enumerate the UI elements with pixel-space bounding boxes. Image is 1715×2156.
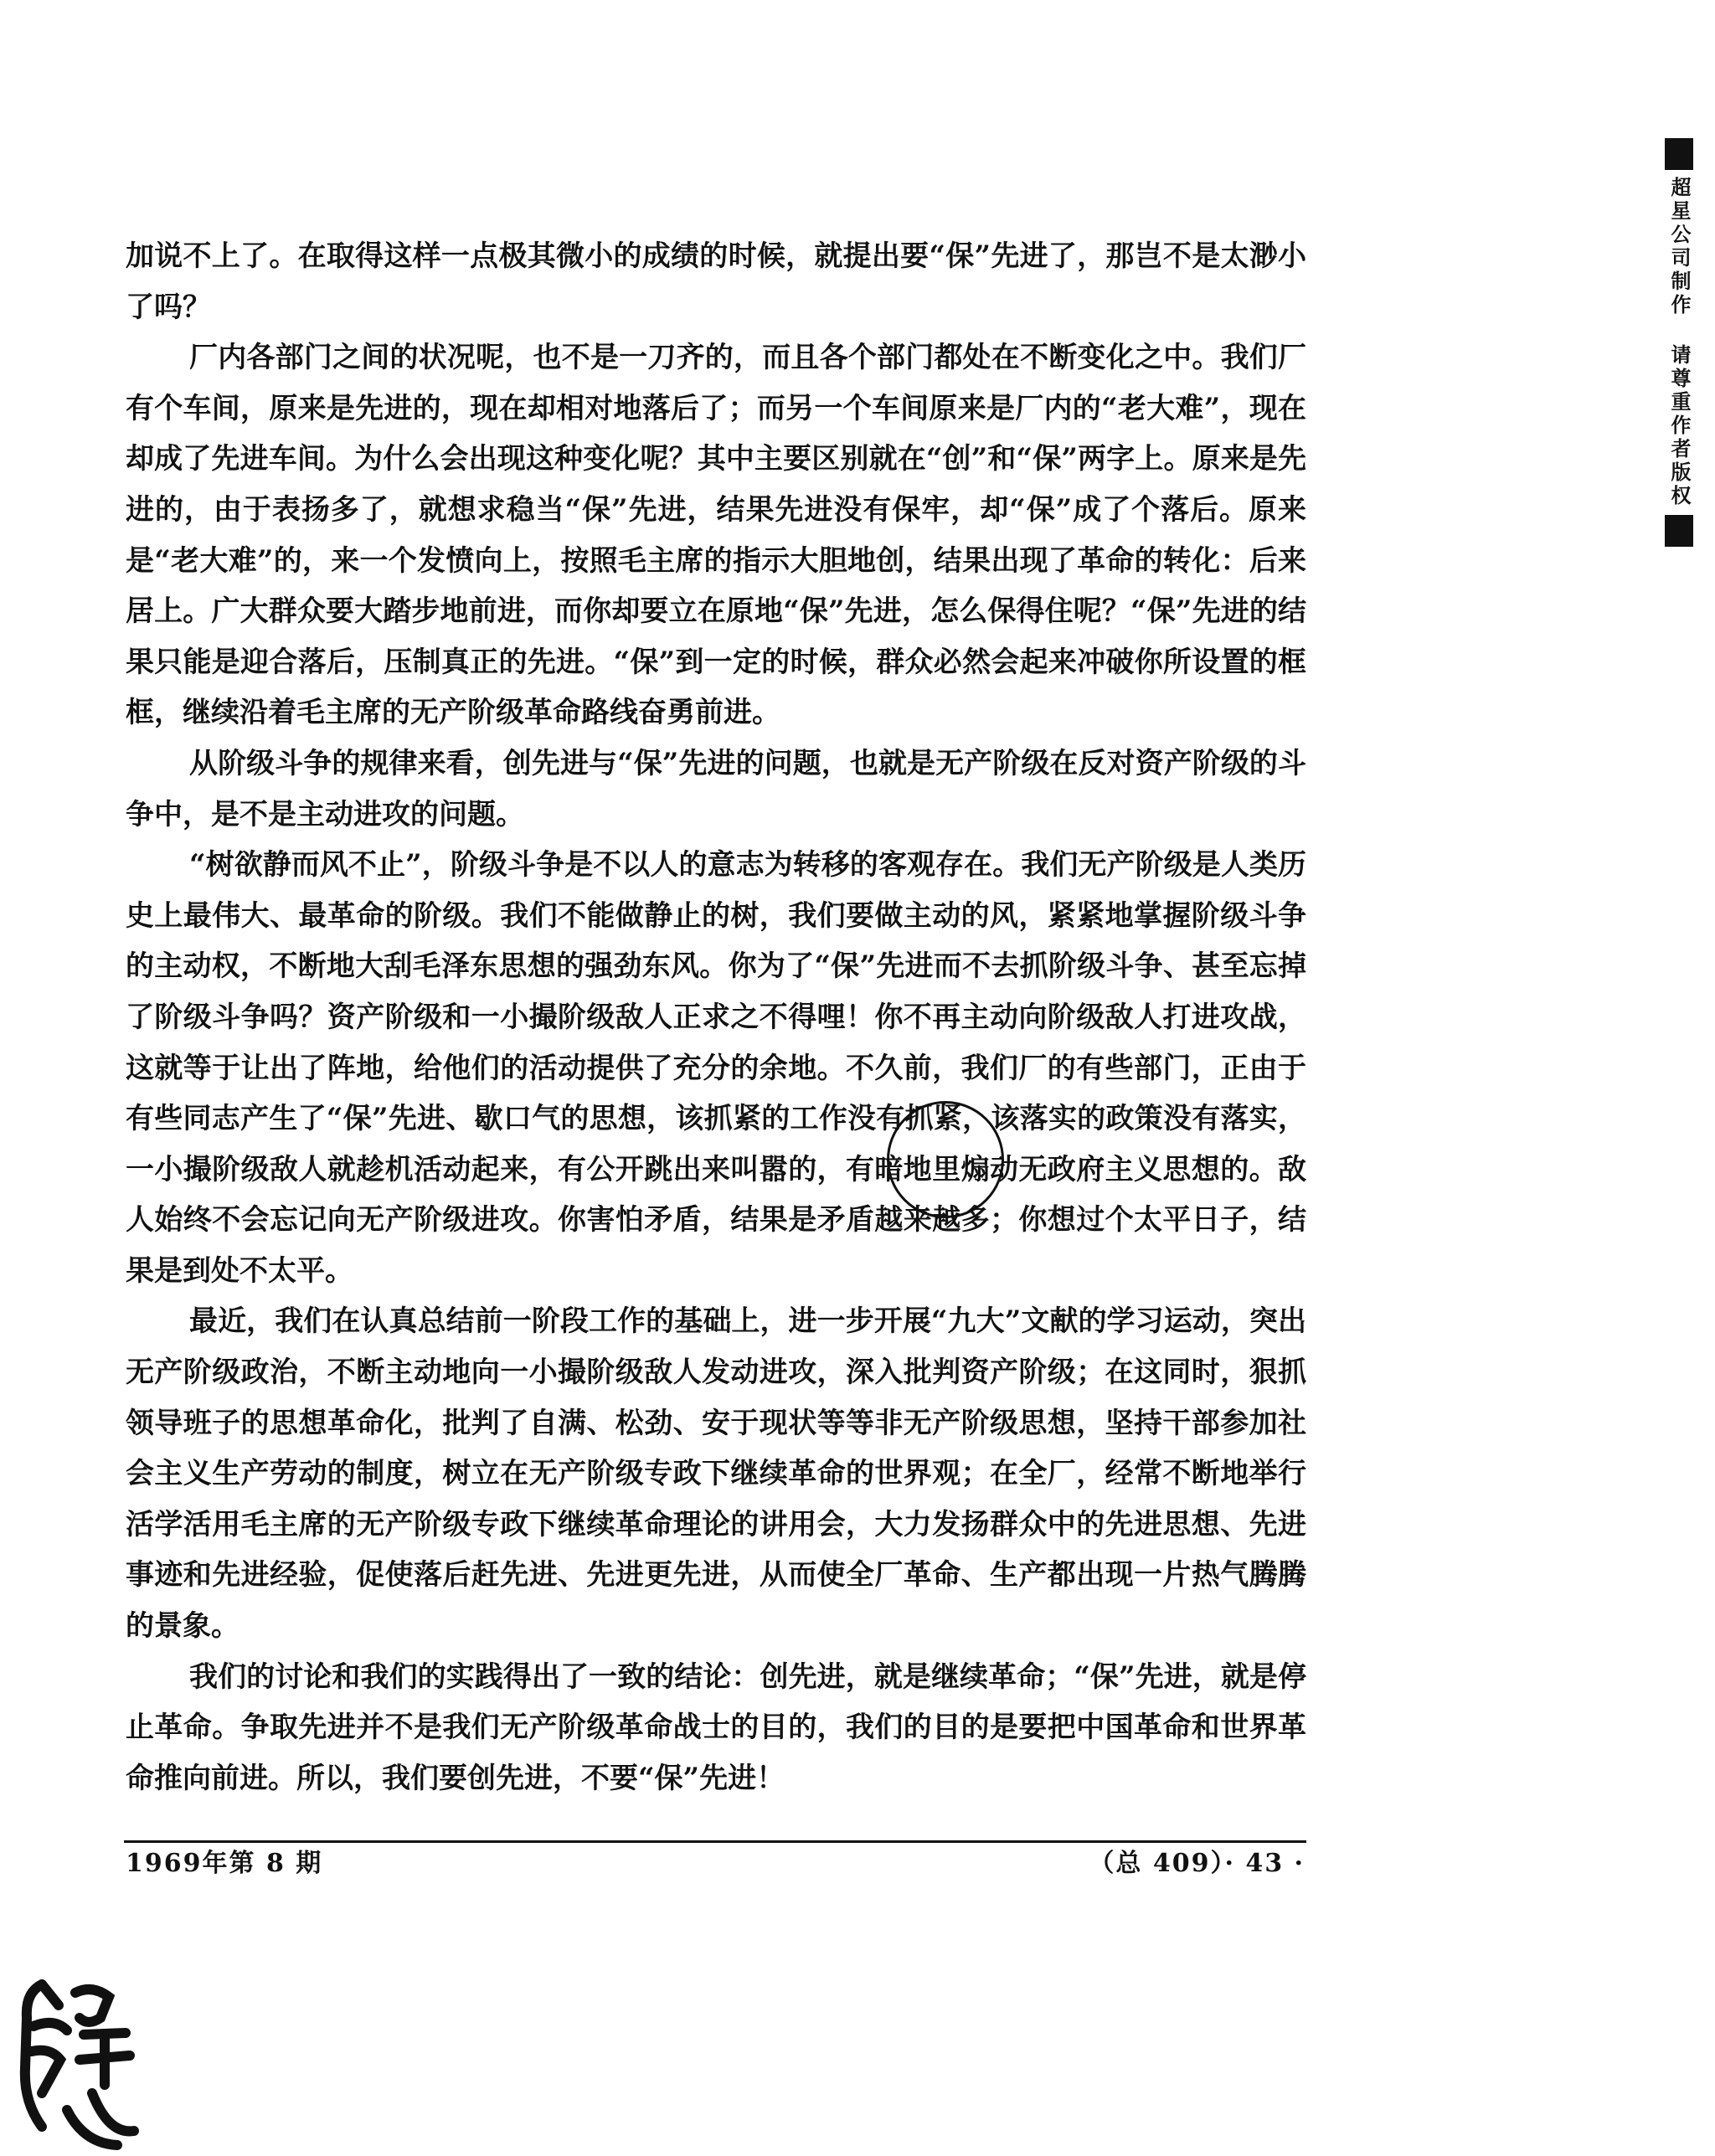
article-body	[126, 231, 1306, 1804]
stamp-bottom-bar	[1665, 515, 1693, 547]
paragraph-1: 加说不上了。在取得这样一点极其微小的成绩的时候，就提出要“保”先进了，那岂不是太渺小了吗？	[126, 239, 1306, 324]
paragraph-2: 厂内各部门之间的状况呢，也不是一刀齐的，而且各个部门都处在不断变化之中。我们厂有个车间，原来是先进的，现在却相对地落后了；而另一个车间原来是厂内的“老大难”，现在却成了先进车间。为什么会出现这种变化呢？其中主要区别就在“创”和“保”两字上。原来是先进的，由于表扬多了，就想求稳当“保”先进，结果先进没有保牢，却“保”成了个落后。原来是“老大难”的，来一个发愤向上，按照毛主席的指示大胆地创，结果出现了革命的转化：后来居上。广大群众要大踏步地前进，而你却要立在原地“保”先进，怎么保得住呢？“保”先进的结果只能是迎合落后，压制真正的先进。“保”到一定的时候，群众必然会起来冲破你所设置的框框，继续沿着毛主席的无产阶级革命路线奋勇前进。	[126, 341, 1306, 730]
copyright-text: 超星公司制作 请尊重作者版权	[1667, 177, 1691, 508]
paragraph-6: 我们的讨论和我们的实践得出了一致的结论：创先进，就是继续革命；“保”先进，就是停止革命。争取先进并不是我们无产阶级革命战士的目的，我们的目的是要把中国革命和世界革命推向前进。所以，我们要创先进，不要“保”先进！	[126, 1659, 1306, 1795]
paragraph-4: “树欲静而风不止”，阶级斗争是不以人的意志为转移的客观存在。我们无产阶级是人类历史上最伟大、最革命的阶级。我们不能做静止的树，我们要做主动的风，紧紧地掌握阶级斗争的主动权，不断地大刮毛泽东思想的强劲东风。你为了“保”先进而不去抓阶级斗争、甚至忘掉了阶级斗争吗？资产阶级和一小撮阶级敌人正求之不得哩！你不再主动向阶级敌人打进攻战，这就等于让出了阵地，给他们的活动提供了充分的余地。不久前，我们厂的有些部门，正由于有些同志产生了“保”先进、歇口气的思想，该抓紧的工作没有抓紧，该落实的政策没有落实，一小撮阶级敌人就趁机活动起来，有公开跳出来叫嚣的，有暗地里煽动无政府主义思想的。敌人始终不会忘记向无产阶级进攻。你害怕矛盾，结果是矛盾越来越多；你想过个太平日子，结果是到处不太平。	[126, 848, 1306, 1288]
paragraph-5: 最近，我们在认真总结前一阶段工作的基础上，进一步开展“九大”文献的学习运动，突出无产阶级政治，不断主动地向一小撮阶级敌人发动进攻，深入批判资产阶级；在这同时，狠抓领导班子的思想革命化，批判了自满、松劲、安于现状等等非无产阶级思想，坚持干部参加社会主义生产劳动的制度，树立在无产阶级专政下继续革命的世界观；在全厂，经常不断地举行活学活用毛主席的无产阶级专政下继续革命理论的讲用会，大力发扬群众中的先进思想、先进事迹和先进经验，促使落后赶先进、先进更先进，从而使全厂革命、生产都出现一片热气腾腾的景象。	[126, 1304, 1306, 1644]
issue-label: 1969年第 8 期	[126, 1849, 323, 1878]
footer-rule	[124, 1840, 1306, 1843]
handwritten-circle-mark	[887, 1101, 1004, 1218]
paragraph-3: 从阶级斗争的规律来看，创先进与“保”先进的问题，也就是无产阶级在反对资产阶级的斗争中，是不是主动进攻的问题。	[126, 746, 1306, 831]
library-seal-logo	[8, 1968, 142, 2152]
copyright-side-stamp	[1662, 138, 1696, 547]
stamp-top-bar	[1665, 138, 1693, 170]
page-number: （总 409）· 43 ·	[1089, 1849, 1305, 1878]
